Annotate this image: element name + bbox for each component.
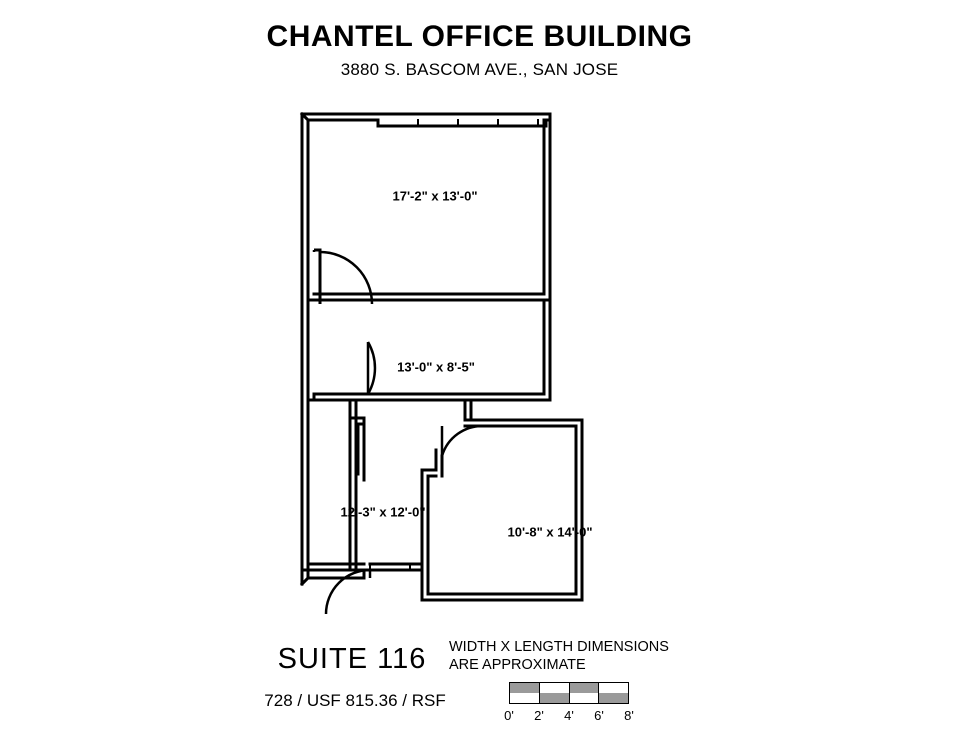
scale-tick: 4' <box>564 708 574 723</box>
scale-bar-cell <box>570 683 599 693</box>
room-label: 10'-8" x 14'-0" <box>507 524 593 540</box>
scale-bar-segment <box>540 683 570 703</box>
page-subtitle: 3880 S. BASCOM AVE., SAN JOSE <box>340 60 619 79</box>
scale-tick: 8' <box>624 708 634 723</box>
scale-bar-segment <box>570 683 600 703</box>
approximate-note-line2: ARE APPROXIMATE <box>449 657 586 674</box>
room-label: 17'-2" x 13'-0" <box>392 188 478 204</box>
room-label: 13'-0" x 8'-5" <box>397 359 475 375</box>
scale-bar-cell <box>570 693 599 703</box>
scale-bar-cell <box>510 693 539 703</box>
area-summary: 728 / USF 815.36 / RSF <box>264 691 446 710</box>
scale-tick: 0' <box>504 708 514 723</box>
scale-tick: 6' <box>594 708 604 723</box>
scale-bar-segment <box>510 683 540 703</box>
scale-bar-cell <box>510 683 539 693</box>
floor-plan-drawing <box>250 100 680 620</box>
scale-bar-cell <box>599 693 628 703</box>
suite-label: SUITE 116 <box>277 643 427 675</box>
scale-bar-cell <box>599 683 628 693</box>
scale-bar-cell <box>540 683 569 693</box>
approximate-note-line1: WIDTH X LENGTH DIMENSIONS <box>449 639 669 655</box>
room-label: 12'-3" x 12'-0" <box>340 504 426 520</box>
scale-tick: 2' <box>534 708 544 723</box>
page-title: CHANTEL OFFICE BUILDING <box>266 20 693 53</box>
scale-bar <box>509 682 629 704</box>
scale-bar-cell <box>540 693 569 703</box>
scale-bar-segment <box>599 683 628 703</box>
approximate-note <box>449 638 669 674</box>
